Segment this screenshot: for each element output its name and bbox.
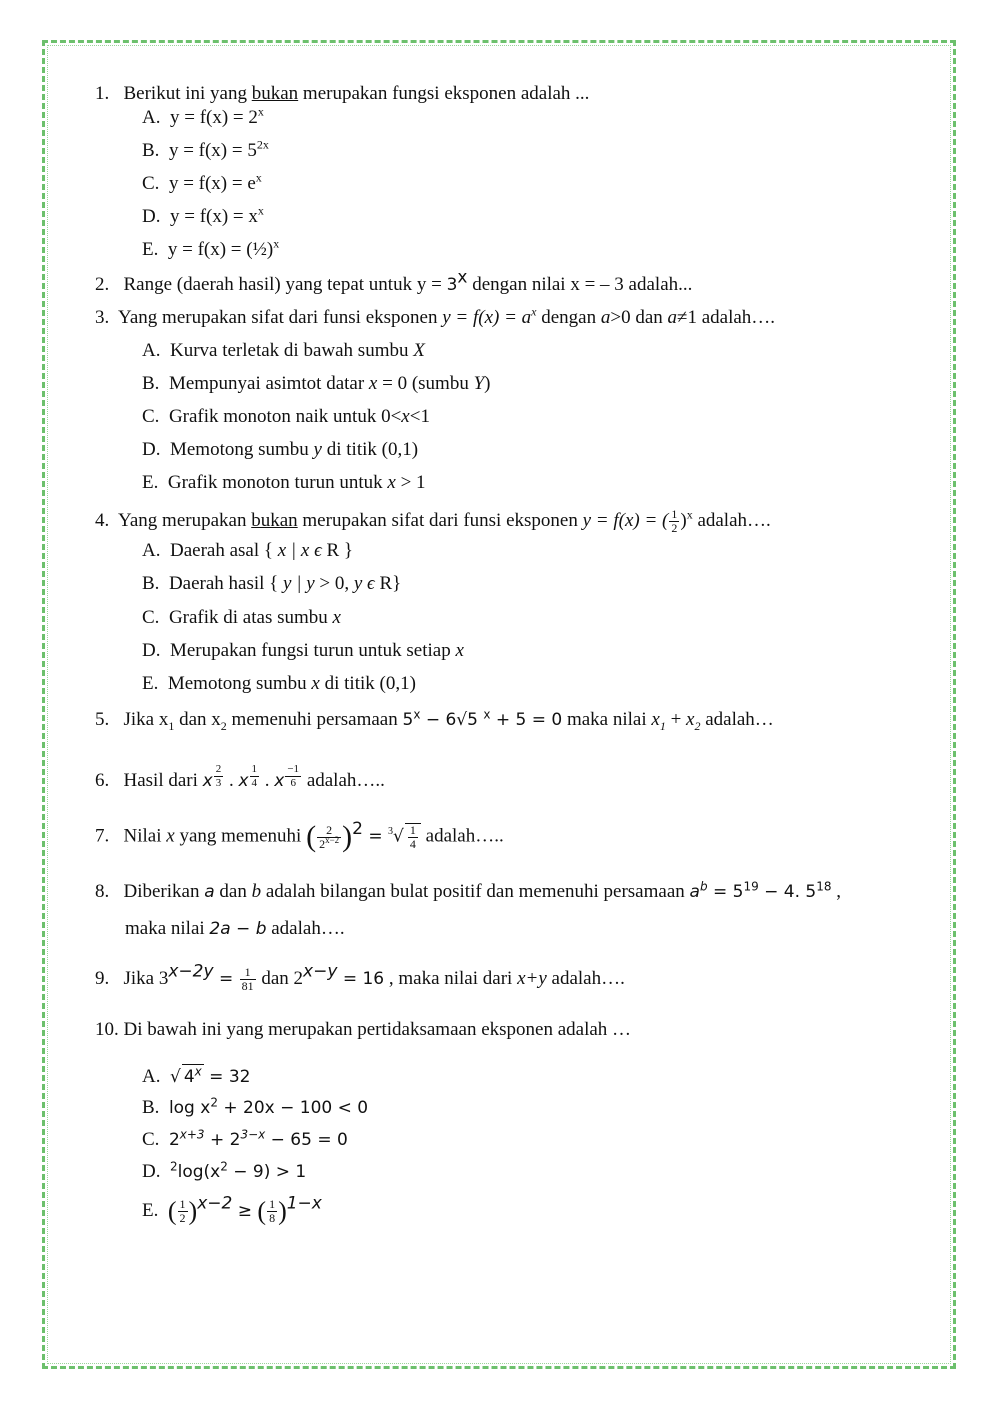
- question-1: [95, 82, 589, 106]
- option-d: D. $^2\log(x^2 - 9) > 1$: [142, 1159, 307, 1182]
- option-c: C. $2^{x+3} + 2^{3-x} - 65 = 0$: [142, 1127, 348, 1150]
- option-b: B. $y = f(x) = 5^{2x}$: [142, 137, 269, 161]
- question-4: 4. Yang merupakan bukan merupakan sifat dari funsi eksponen y = f(x) = ( $\frac{1}{2}$ )$^x$ adalah….: [95, 507, 771, 535]
- option-e: E. ( $\frac{1}{2}$ )$^{x-2}$ ≥ ( $\frac{1}{8}$ )$^{1-x}$: [142, 1193, 322, 1226]
- question-5: 5. Jika $x_1$ dan $x_2$ memenuhi persamaan $5^x - 6√5$ $^x$ + 5 = 0 maka nilai $x_1 + x_2$ adalah…: [95, 707, 774, 733]
- underlined-word: bukan: [251, 83, 299, 104]
- option-b: B. Daerah hasil { y | y > 0, y ϵ R}: [142, 573, 402, 594]
- option-c: C. Grafik di atas sumbu x: [142, 607, 341, 628]
- option-c: C. Grafik monoton naik untuk 0<x<1: [142, 406, 430, 427]
- question-3: 3. Yang merupakan sifat dari funsi eksponen $y = f(x) = a^x$ dengan a>0 dan a≠1 adalah….: [95, 304, 776, 328]
- question-2: 2. Range (daerah hasil) yang tepat untuk $y = 3^x$ dengan nilai x = – 3 adalah...: [95, 267, 693, 295]
- option-b: B. Mempunyai asimtot datar x = 0 (sumbu Y): [142, 373, 491, 394]
- option-e: E. y = f(x) = (½)$^x$: [142, 236, 280, 260]
- question-text: Berikut ini yang: [123, 83, 252, 104]
- question-8-line-2: maka nilai 2a − b adalah….: [125, 918, 345, 939]
- question-7: 7. Nilai x yang memenuhi ( $\frac{2}{2^{x-2}}$ )$^2$ = $^3$√ $\frac{1}{4}$ adalah…..: [95, 819, 504, 853]
- option-d: D. Memotong sumbu y di titik (0,1): [142, 439, 419, 460]
- option-a: A. Kurva terletak di bawah sumbu X: [142, 340, 425, 361]
- question-text: merupakan fungsi eksponen adalah ...: [298, 83, 590, 104]
- option-e: E. Memotong sumbu x di titik (0,1): [142, 673, 416, 694]
- question-number: 1.: [95, 83, 110, 104]
- option-e: E. Grafik monoton turun untuk x > 1: [142, 472, 426, 493]
- option-d: D. $y = f(x) = x^x$: [142, 203, 264, 227]
- option-a: A. $y = f(x) = 2^x$: [142, 104, 264, 128]
- option-d: D. Merupakan fungsi turun untuk setiap x: [142, 640, 464, 661]
- option-c: C. $y = f(x) = e^x$: [142, 170, 262, 194]
- option-a: A. √ $4^x = 32$: [142, 1064, 251, 1087]
- question-10: 10. Di bawah ini yang merupakan pertidaksamaan eksponen adalah …: [95, 1019, 632, 1040]
- question-8: 8. Diberikan a dan b adalah bilangan bulat positif dan memenuhi persamaan $a^b = 5^{19} - 4$. $5^{18}$ ,: [95, 879, 841, 902]
- question-6: 6. Hasil dari x $\frac{2}{3}$ . x $\frac{1}{4}$ . x $\frac{-1}{6}$ adalah…..: [95, 763, 385, 791]
- option-a: A. Daerah asal { x | x ϵ R }: [142, 540, 354, 561]
- question-9: 9. Jika $3^{x-2y}$ = $\frac{1}{81}$ dan $2^{x-y} = 16$ , maka nilai dari x+y adalah….: [95, 961, 625, 993]
- option-b: B. $\log x^2 + 20x - 100 < 0$: [142, 1095, 369, 1118]
